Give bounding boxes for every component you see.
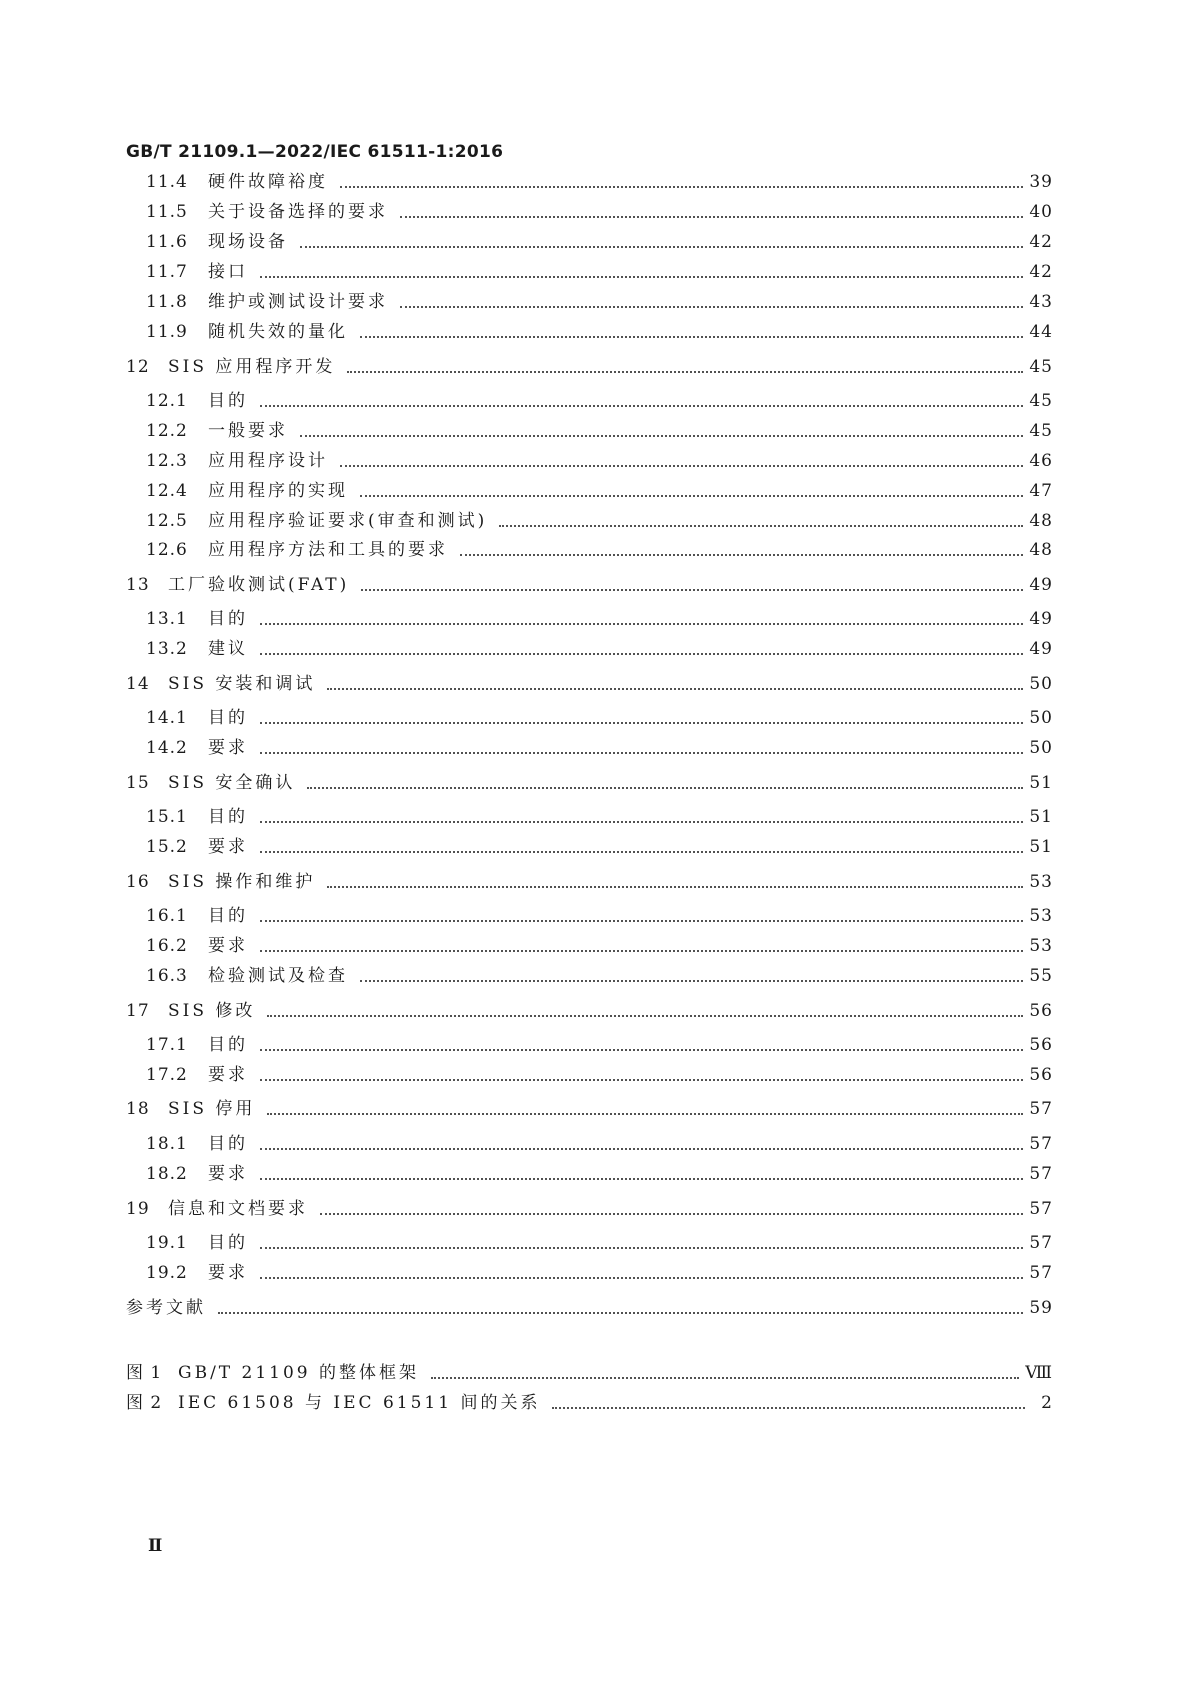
toc-entry-page: 53 bbox=[1029, 906, 1053, 926]
toc-dot-leader bbox=[320, 1211, 1023, 1215]
toc-entry-title: 目的 bbox=[208, 1035, 248, 1055]
toc-entry-page: 57 bbox=[1029, 1263, 1053, 1283]
toc-dot-leader bbox=[260, 1077, 1023, 1081]
toc-entry[interactable] bbox=[126, 573, 1053, 597]
toc-entry[interactable] bbox=[146, 637, 1053, 661]
toc-entry-number: 15.2 bbox=[146, 837, 188, 857]
toc-dot-leader bbox=[260, 621, 1023, 625]
toc-entry-number: 15 bbox=[126, 773, 150, 793]
toc-entry-number: 11.8 bbox=[146, 292, 188, 312]
toc-entry-page: 42 bbox=[1029, 232, 1053, 252]
toc-dot-leader bbox=[340, 184, 1023, 188]
toc-entry-number: 15.1 bbox=[146, 807, 188, 827]
toc-entry-title: 目的 bbox=[208, 708, 248, 728]
toc-entry-number: 16.2 bbox=[146, 936, 188, 956]
toc-entry-number: 13 bbox=[126, 575, 150, 595]
toc-entry[interactable] bbox=[146, 509, 1053, 533]
toc-entry-number: 17.2 bbox=[146, 1065, 188, 1085]
toc-entry-title: 要求 bbox=[208, 1164, 248, 1184]
toc-entry-title: 信息和文档要求 bbox=[168, 1199, 308, 1219]
toc-entry-number: 16 bbox=[126, 872, 150, 892]
toc-dot-leader bbox=[267, 1013, 1023, 1017]
toc-entry[interactable] bbox=[146, 934, 1053, 958]
toc-dot-leader bbox=[260, 1146, 1023, 1150]
toc-dot-leader bbox=[361, 587, 1023, 591]
toc-entry-number: 11.6 bbox=[146, 232, 188, 252]
toc-dot-leader bbox=[218, 1310, 1023, 1314]
toc-entry-title: 要求 bbox=[208, 837, 248, 857]
toc-entry-title: 随机失效的量化 bbox=[208, 322, 348, 342]
toc-dot-leader bbox=[260, 1176, 1023, 1180]
toc-entry-number: 17.1 bbox=[146, 1035, 188, 1055]
toc-entry-number: 19.1 bbox=[146, 1233, 188, 1253]
toc-dot-leader bbox=[260, 819, 1023, 823]
toc-dot-leader bbox=[260, 403, 1023, 407]
toc-entry-number: 12.4 bbox=[146, 481, 188, 501]
toc-entry-title: 硬件故障裕度 bbox=[208, 172, 328, 192]
toc-entry-title: 参考文献 bbox=[126, 1298, 206, 1318]
toc-entry-page: 44 bbox=[1029, 322, 1053, 342]
toc-entry-number: 14 bbox=[126, 674, 150, 694]
toc-entry-page: 45 bbox=[1029, 391, 1053, 411]
toc-entry[interactable] bbox=[126, 672, 1053, 696]
toc-entry-number: 14.2 bbox=[146, 738, 188, 758]
toc-entry-number: 11.9 bbox=[146, 322, 188, 342]
toc-dot-leader bbox=[300, 433, 1023, 437]
toc-entry-title: SIS 停用 bbox=[168, 1099, 256, 1119]
toc-entry[interactable] bbox=[126, 1197, 1053, 1221]
toc-dot-leader bbox=[300, 244, 1023, 248]
toc-entry-title: 目的 bbox=[208, 807, 248, 827]
toc-entry-title: 现场设备 bbox=[208, 232, 288, 252]
toc-entry-page: 57 bbox=[1029, 1164, 1053, 1184]
toc-entry-page: 56 bbox=[1029, 1065, 1053, 1085]
toc-dot-leader bbox=[327, 686, 1023, 690]
toc-entry-page: 59 bbox=[1029, 1298, 1053, 1318]
toc-entry-title: 工厂验收测试(FAT) bbox=[168, 575, 350, 595]
toc-dot-leader bbox=[307, 785, 1023, 789]
toc-entry-number: 17 bbox=[126, 1001, 150, 1021]
toc-entry-number: 18.1 bbox=[146, 1134, 188, 1154]
toc-entry-page: 51 bbox=[1029, 807, 1053, 827]
toc-entry[interactable] bbox=[146, 835, 1053, 859]
toc-entry-title: 一般要求 bbox=[208, 421, 288, 441]
toc-entry-title: 要求 bbox=[208, 936, 248, 956]
toc-entry[interactable] bbox=[146, 230, 1053, 254]
toc-dot-leader bbox=[431, 1375, 1019, 1379]
toc-entry[interactable] bbox=[146, 706, 1053, 730]
toc-entry-page: 50 bbox=[1029, 708, 1053, 728]
toc-entry-page: 57 bbox=[1029, 1199, 1053, 1219]
toc-entry-title: 目的 bbox=[208, 1134, 248, 1154]
toc-entry-page: 48 bbox=[1029, 511, 1053, 531]
toc-entry[interactable] bbox=[146, 290, 1053, 314]
toc-entry-page: 55 bbox=[1029, 966, 1053, 986]
toc-entry-title: IEC 61508 与 IEC 61511 间的关系 bbox=[178, 1393, 541, 1413]
toc-entry-page: 50 bbox=[1029, 674, 1053, 694]
toc-entry-title: 目的 bbox=[208, 1233, 248, 1253]
toc-entry-title: SIS 操作和维护 bbox=[168, 872, 316, 892]
toc-entry[interactable] bbox=[146, 1063, 1053, 1087]
toc-entry-page: 53 bbox=[1029, 936, 1053, 956]
toc-entry-page: 42 bbox=[1029, 262, 1053, 282]
toc-dot-leader bbox=[260, 720, 1023, 724]
toc-entry-page: 39 bbox=[1029, 172, 1053, 192]
toc-entry-title: SIS 修改 bbox=[168, 1001, 256, 1021]
toc-entry-number: 11.4 bbox=[146, 172, 188, 192]
toc-entry-title: 目的 bbox=[208, 609, 248, 629]
toc-entry[interactable] bbox=[126, 870, 1053, 894]
toc-entry-title: 目的 bbox=[208, 906, 248, 926]
toc-entry-page: 45 bbox=[1029, 421, 1053, 441]
toc-entry-title: 要求 bbox=[208, 738, 248, 758]
toc-dot-leader bbox=[400, 304, 1023, 308]
toc-dot-leader bbox=[260, 918, 1023, 922]
toc-dot-leader bbox=[260, 1275, 1023, 1279]
toc-entry-title: 检验测试及检查 bbox=[208, 966, 348, 986]
toc-entry[interactable] bbox=[146, 200, 1053, 224]
toc-entry-page: 51 bbox=[1029, 837, 1053, 857]
toc-entry[interactable] bbox=[146, 736, 1053, 760]
toc-entry[interactable] bbox=[126, 999, 1053, 1023]
toc-entry[interactable] bbox=[146, 479, 1053, 503]
toc-entry-number: 12.2 bbox=[146, 421, 188, 441]
toc-entry[interactable] bbox=[146, 607, 1053, 631]
toc-entry-number: 11.5 bbox=[146, 202, 188, 222]
toc-dot-leader bbox=[327, 884, 1023, 888]
toc-entry[interactable] bbox=[146, 1132, 1053, 1156]
toc-entry-number: 13.1 bbox=[146, 609, 188, 629]
toc-dot-leader bbox=[360, 334, 1023, 338]
toc-entry[interactable] bbox=[146, 538, 1053, 562]
toc-entry-number: 11.7 bbox=[146, 262, 188, 282]
toc-entry-title: 要求 bbox=[208, 1065, 248, 1085]
toc-entry-title: SIS 安全确认 bbox=[168, 773, 296, 793]
toc-entry-number: 12.1 bbox=[146, 391, 188, 411]
toc-entry-page: 45 bbox=[1029, 357, 1053, 377]
toc-entry-page: 2 bbox=[1041, 1393, 1053, 1413]
toc-dot-leader bbox=[460, 552, 1023, 556]
toc-entry[interactable] bbox=[146, 419, 1053, 443]
toc-entry-page: 49 bbox=[1029, 609, 1053, 629]
toc-entry[interactable] bbox=[146, 320, 1053, 344]
toc-entry-page: Ⅷ bbox=[1025, 1363, 1053, 1383]
toc-entry[interactable] bbox=[146, 170, 1053, 194]
toc-entry-title: GB/T 21109 的整体框架 bbox=[178, 1363, 420, 1383]
toc-entry-page: 40 bbox=[1029, 202, 1053, 222]
toc-entry-number: 19.2 bbox=[146, 1263, 188, 1283]
toc-entry-number: 13.2 bbox=[146, 639, 188, 659]
toc-entry-page: 43 bbox=[1029, 292, 1053, 312]
page-header-standard-id: GB/T 21109.1—2022/IEC 61511-1:2016 bbox=[126, 142, 504, 162]
toc-dot-leader bbox=[260, 849, 1023, 853]
toc-entry-title: 目的 bbox=[208, 391, 248, 411]
toc-dot-leader bbox=[260, 948, 1023, 952]
toc-dot-leader bbox=[340, 463, 1023, 467]
toc-entry-page: 48 bbox=[1029, 540, 1053, 560]
toc-entry[interactable] bbox=[146, 449, 1053, 473]
toc-entry-title: 要求 bbox=[208, 1263, 248, 1283]
toc-dot-leader bbox=[267, 1111, 1023, 1115]
toc-entry-page: 49 bbox=[1029, 575, 1053, 595]
toc-entry-title: 维护或测试设计要求 bbox=[208, 292, 388, 312]
toc-dot-leader bbox=[360, 978, 1023, 982]
toc-entry-page: 57 bbox=[1029, 1099, 1053, 1119]
toc-entry-page: 57 bbox=[1029, 1134, 1053, 1154]
toc-entry-title: 关于设备选择的要求 bbox=[208, 202, 388, 222]
toc-dot-leader bbox=[499, 523, 1023, 527]
toc-entry-number: 12.5 bbox=[146, 511, 188, 531]
toc-entry-page: 53 bbox=[1029, 872, 1053, 892]
toc-entry-number: 16.3 bbox=[146, 966, 188, 986]
toc-entry-title: 应用程序方法和工具的要求 bbox=[208, 540, 448, 560]
toc-entry-page: 57 bbox=[1029, 1233, 1053, 1253]
toc-entry[interactable] bbox=[146, 805, 1053, 829]
toc-entry[interactable] bbox=[126, 1296, 1053, 1320]
toc-entry-number: 18.2 bbox=[146, 1164, 188, 1184]
toc-entry-number: 图 2 bbox=[126, 1393, 163, 1413]
toc-entry-title: 应用程序设计 bbox=[208, 451, 328, 471]
toc-dot-leader bbox=[260, 651, 1023, 655]
toc-dot-leader bbox=[260, 1245, 1023, 1249]
toc-entry[interactable] bbox=[146, 1231, 1053, 1255]
toc-dot-leader bbox=[400, 214, 1023, 218]
toc-entry-page: 56 bbox=[1029, 1001, 1053, 1021]
toc-entry-title: SIS 应用程序开发 bbox=[168, 357, 336, 377]
toc-entry-number: 12 bbox=[126, 357, 150, 377]
toc-entry[interactable] bbox=[146, 964, 1053, 988]
toc-entry-title: 接口 bbox=[208, 262, 248, 282]
toc-dot-leader bbox=[360, 493, 1023, 497]
toc-entry[interactable] bbox=[126, 1391, 1053, 1415]
toc-entry[interactable] bbox=[126, 1097, 1053, 1121]
toc-entry-title: SIS 安装和调试 bbox=[168, 674, 316, 694]
page-number: Ⅱ bbox=[148, 1536, 163, 1556]
toc-entry[interactable] bbox=[146, 1261, 1053, 1285]
toc-entry-page: 50 bbox=[1029, 738, 1053, 758]
toc-entry[interactable] bbox=[146, 1162, 1053, 1186]
toc-entry-page: 51 bbox=[1029, 773, 1053, 793]
toc-entry[interactable] bbox=[146, 260, 1053, 284]
toc-entry-page: 46 bbox=[1029, 451, 1053, 471]
toc-entry-title: 建议 bbox=[208, 639, 248, 659]
toc-dot-leader bbox=[260, 750, 1023, 754]
toc-entry-number: 16.1 bbox=[146, 906, 188, 926]
toc-dot-leader bbox=[260, 274, 1023, 278]
toc-entry-page: 47 bbox=[1029, 481, 1053, 501]
toc-entry[interactable] bbox=[146, 1033, 1053, 1057]
toc-entry[interactable] bbox=[126, 1361, 1053, 1385]
toc-dot-leader bbox=[260, 1047, 1023, 1051]
toc-entry-page: 56 bbox=[1029, 1035, 1053, 1055]
toc-entry[interactable] bbox=[126, 771, 1053, 795]
toc-entry-number: 19 bbox=[126, 1199, 150, 1219]
toc-entry-page: 49 bbox=[1029, 639, 1053, 659]
toc-entry-number: 12.6 bbox=[146, 540, 188, 560]
toc-dot-leader bbox=[552, 1405, 1025, 1409]
toc-entry-number: 12.3 bbox=[146, 451, 188, 471]
toc-entry-title: 应用程序的实现 bbox=[208, 481, 348, 501]
toc-entry-title: 应用程序验证要求(审查和测试) bbox=[208, 511, 488, 531]
toc-entry[interactable] bbox=[126, 355, 1053, 379]
toc-entry-number: 18 bbox=[126, 1099, 150, 1119]
toc-entry-number: 14.1 bbox=[146, 708, 188, 728]
toc-entry[interactable] bbox=[146, 904, 1053, 928]
toc-entry[interactable] bbox=[146, 389, 1053, 413]
toc-entry-number: 图 1 bbox=[126, 1363, 163, 1383]
toc-dot-leader bbox=[347, 369, 1023, 373]
